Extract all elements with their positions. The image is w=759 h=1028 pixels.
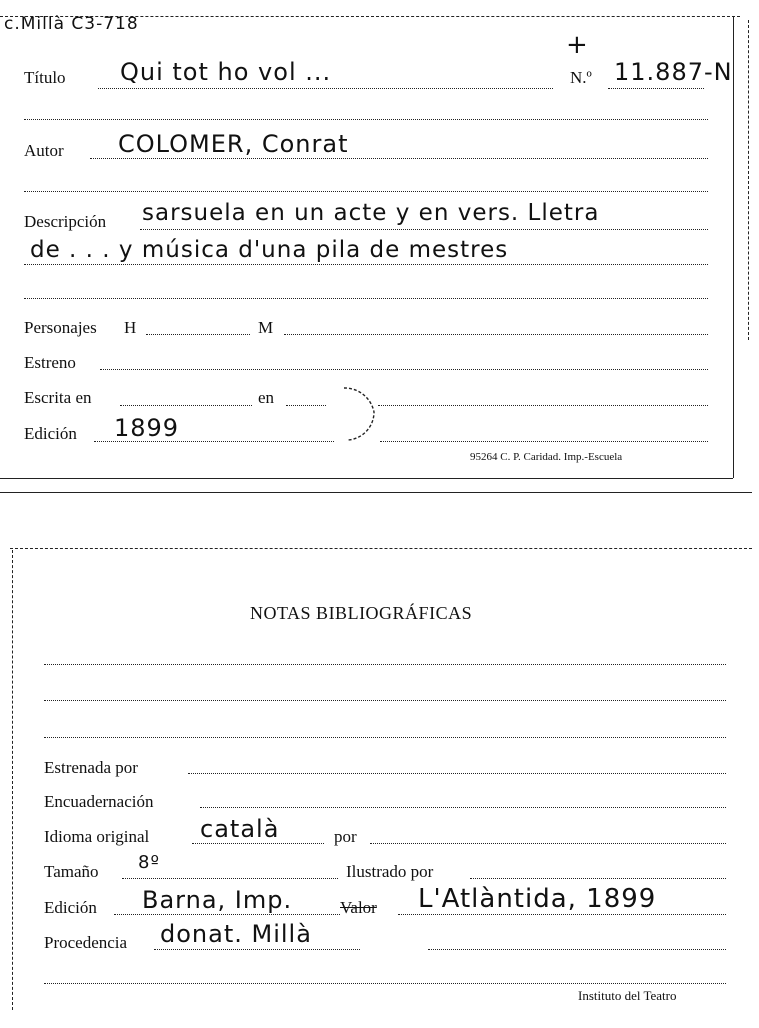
encuadernacion-label: Encuadernación [44,792,154,811]
descripcion-line1: sarsuela en un acte y en vers. Lletra [142,200,600,226]
autor-value: COLOMER, Conrat [118,130,349,158]
ilustrado-label: Ilustrado por [346,862,434,881]
estreno-label: Estreno [24,353,76,372]
en-label: en [258,388,275,407]
procedencia-value: donat. Millà [160,920,312,948]
titulo-label: Título [24,68,66,87]
notas-heading: NOTAS BIBLIOGRÁFICAS [250,603,473,623]
procedencia-label: Procedencia [44,933,128,952]
footer-imprint: Instituto del Teatro [578,988,677,1003]
tamano-label: Tamaño [44,862,99,881]
personajes-label: Personajes [24,318,97,337]
estrenada-label: Estrenada por [44,758,138,777]
numero-label: N.º [570,68,592,87]
idioma-value: català [200,815,280,843]
edicion-value: 1899 [114,414,180,442]
idioma-label: Idioma original [44,827,150,846]
edicion-label: Edición [24,424,77,443]
imprint: 95264 C. P. Caridad. Imp.-Escuela [470,451,623,463]
m-label: M [258,318,274,337]
h-label: H [124,318,137,337]
edicion2-value: Barna, Imp. [142,886,293,914]
autor-label: Autor [24,141,64,160]
valor-label: Valor [340,898,377,917]
titulo-value: Qui tot ho vol ... [120,58,332,86]
escrita-label: Escrita en [24,388,92,407]
cross-mark: + [566,30,589,60]
stamp-mark [328,382,384,444]
descripcion-line2: de . . . y música d'una pila de mestres [30,237,509,263]
corner-note: c.Millà C3-718 [4,14,139,34]
edicion2-label: Edición [44,898,97,917]
edicion2-value2: L'Atlàntida, 1899 [418,884,657,914]
descripcion-label: Descripción [24,212,107,231]
numero-value: 11.887-N [614,58,733,86]
por-label: por [334,827,357,846]
tamano-value: 8º [138,852,160,873]
